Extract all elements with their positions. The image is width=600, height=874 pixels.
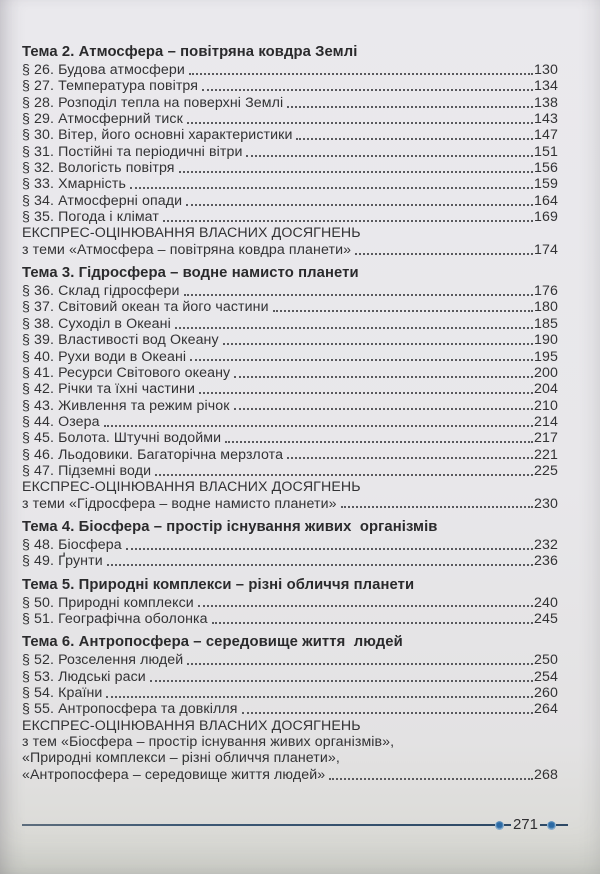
toc-entry-label: § 29. Атмосферний тиск [22, 111, 183, 128]
toc-dot-leader [292, 127, 534, 143]
toc-dot-leader [159, 209, 534, 225]
toc-entry-page: 217 [534, 430, 558, 447]
toc-entry-page: 236 [534, 553, 558, 570]
toc-dot-leader [198, 78, 534, 94]
toc-entry-label: § 45. Болота. Штучні водойми [22, 430, 222, 447]
page-footer [22, 816, 568, 834]
toc-dot-leader [151, 463, 534, 479]
toc-dot-leader [269, 299, 534, 315]
toc-dot-leader [219, 332, 534, 348]
toc-dot-leader [221, 430, 534, 446]
toc-entry [22, 193, 558, 209]
toc-entry-label: «Антропосфера – середовище життя людей» [22, 766, 326, 783]
toc-entry-page: 254 [534, 668, 558, 685]
toc-dot-leader [208, 611, 534, 627]
toc-entry [22, 652, 558, 668]
toc-entry [22, 611, 558, 627]
toc-entry-label: § 34. Атмосферні опади [22, 192, 183, 209]
toc-entry-page: 174 [534, 241, 558, 258]
toc-entry [22, 111, 558, 127]
toc-section-heading: Тема 3. Гідросфера – водне намисто планети [22, 265, 359, 282]
toc-entry-page: 195 [534, 348, 558, 365]
toc-dot-leader [180, 283, 534, 299]
toc-dot-leader [337, 496, 534, 512]
toc-entry-label: § 40. Рухи води в Океані [22, 348, 187, 365]
toc-dot-leader [183, 111, 534, 127]
toc-entry [22, 553, 558, 569]
toc-dot-leader [126, 176, 534, 192]
toc-dot-leader [103, 553, 534, 569]
toc-entry-label: § 41. Ресурси Світового океану [22, 364, 231, 381]
toc-entry-text-line: «Природні комплекси – різні обличчя планети», [22, 750, 340, 767]
toc-section-heading: Тема 6. Антропосфера – середовище життя людей [22, 634, 403, 651]
toc-entry-label: § 32. Вологість повітря [22, 160, 175, 177]
toc-entry-page: 260 [534, 685, 558, 701]
table-of-contents [22, 44, 558, 783]
toc-entry [22, 381, 558, 397]
toc-entry-label: з теми «Гідросфера – водне намисто планети» [22, 495, 337, 512]
toc-entry-page: 210 [534, 397, 558, 414]
footer-rule-tail [556, 824, 568, 826]
toc-dot-leader [175, 160, 534, 176]
toc-entry-page: 176 [534, 283, 558, 300]
toc-entry-label: з теми «Атмосфера – повітряна ковдра планети» [22, 241, 352, 258]
toc-entry [22, 669, 558, 685]
toc-entry [22, 95, 558, 111]
footer-dash-left [504, 824, 511, 826]
toc-entry [22, 299, 558, 315]
toc-dot-leader [325, 767, 534, 783]
toc-entry [22, 316, 558, 332]
toc-entry-page: 204 [534, 381, 558, 398]
toc-entry-page: 200 [534, 364, 558, 381]
toc-entry-page: 190 [534, 332, 558, 349]
page-number: 271 [512, 815, 538, 833]
toc-entry-label: § 31. Постійні та періодичні вітри [22, 143, 243, 160]
toc-entry-page: 240 [534, 594, 558, 611]
toc-entry-label: § 54. Країни [22, 685, 103, 701]
toc-entry-label: § 27. Температура повітря [22, 78, 199, 95]
toc-entry-page: 130 [534, 62, 558, 78]
toc-entry-page: 134 [534, 78, 558, 95]
toc-dot-leader [195, 381, 534, 397]
toc-entry [22, 496, 558, 512]
toc-entry [22, 595, 558, 611]
toc-dot-leader [185, 62, 534, 78]
toc-entry-page: 156 [534, 160, 558, 177]
toc-entry-page: 264 [534, 701, 558, 718]
toc-entry-label: § 33. Хмарність [22, 176, 126, 193]
toc-entry-page: 164 [534, 192, 558, 209]
toc-entry-page: 185 [534, 315, 558, 332]
toc-entry [22, 242, 558, 258]
toc-entry-label: § 35. Погода і клімат [22, 209, 159, 226]
toc-entry [22, 767, 558, 783]
toc-entry-page: 143 [534, 111, 558, 128]
toc-entry [22, 209, 558, 225]
toc-entry-page: 230 [534, 495, 558, 512]
toc-dot-leader [146, 669, 534, 685]
toc-entry [22, 283, 558, 299]
toc-entry-label: § 39. Властивості вод Океану [22, 332, 219, 349]
toc-entry [22, 685, 558, 701]
toc-entry-label: § 48. Біосфера [22, 536, 122, 553]
toc-entry-label: § 49. Ґрунти [22, 553, 103, 570]
toc-entry-text-line: ЕКСПРЕС-ОЦІНЮВАННЯ ВЛАСНИХ ДОСЯГНЕНЬ [22, 479, 361, 496]
toc-dot-leader [183, 652, 534, 668]
toc-entry-label: § 26. Будова атмосфери [22, 62, 185, 78]
toc-entry-label: § 53. Людські раси [22, 668, 146, 685]
toc-entry [22, 463, 558, 479]
toc-entry-page: 225 [534, 462, 558, 479]
toc-entry-label: § 30. Вітер, його основні характеристики [22, 127, 293, 144]
toc-entry-label: § 38. Суходіл в Океані [22, 315, 171, 332]
toc-entry-page: 180 [534, 299, 558, 316]
toc-entry [22, 430, 558, 446]
toc-dot-leader [194, 595, 534, 611]
toc-dot-leader [351, 242, 534, 258]
toc-dot-leader [186, 349, 534, 365]
toc-entry-label: § 43. Живлення та режим річок [22, 397, 230, 414]
toc-entry-page: 151 [534, 143, 558, 160]
toc-entry-page: 214 [534, 413, 558, 430]
toc-entry-text-line: з тем «Біосфера – простір існування живих організмів», [22, 734, 395, 751]
toc-entry-text-line: ЕКСПРЕС-ОЦІНЮВАННЯ ВЛАСНИХ ДОСЯГНЕНЬ [22, 225, 361, 242]
toc-dot-leader [283, 95, 534, 111]
toc-entry-label: § 46. Льодовики. Багаторічна мерзлота [22, 446, 284, 463]
toc-entry-page: 138 [534, 94, 558, 111]
toc-entry-page: 221 [534, 446, 558, 463]
toc-entry-page: 250 [534, 652, 558, 669]
toc-entry [22, 447, 558, 463]
footer-dot-left-icon [495, 821, 504, 830]
toc-dot-leader [283, 447, 534, 463]
toc-entry-label: § 36. Склад гідросфери [22, 283, 180, 300]
toc-entry [22, 332, 558, 348]
toc-entry-label: § 47. Підземні води [22, 462, 152, 479]
toc-dot-leader [100, 414, 534, 430]
toc-dot-leader [242, 144, 534, 160]
toc-entry [22, 127, 558, 143]
toc-entry [22, 398, 558, 414]
footer-dot-right-icon [547, 821, 556, 830]
toc-entry [22, 537, 558, 553]
toc-entry-page: 159 [534, 176, 558, 193]
toc-entry-label: § 50. Природні комплекси [22, 594, 194, 611]
toc-entry-page: 232 [534, 536, 558, 553]
toc-section-heading: Тема 4. Біосфера – простір існування живих організмів [22, 518, 438, 535]
toc-entry-page: 169 [534, 209, 558, 226]
footer-rule [22, 824, 495, 826]
toc-entry-page: 268 [534, 766, 558, 783]
toc-entry [22, 414, 558, 430]
toc-entry [22, 160, 558, 176]
toc-entry [22, 144, 558, 160]
toc-entry [22, 365, 558, 381]
toc-entry-label: § 51. Географічна оболонка [22, 610, 208, 627]
toc-entry-label: § 42. Річки та їхні частини [22, 381, 195, 398]
toc-dot-leader [230, 365, 534, 381]
footer-dash-right [540, 824, 547, 826]
toc-entry-label: § 44. Озера [22, 413, 100, 430]
toc-dot-leader [182, 193, 534, 209]
toc-dot-leader [230, 398, 534, 414]
toc-entry-label: § 28. Розподіл тепла на поверхні Землі [22, 94, 284, 111]
toc-entry-text-line: ЕКСПРЕС-ОЦІНЮВАННЯ ВЛАСНИХ ДОСЯГНЕНЬ [22, 717, 361, 734]
toc-section-heading: Тема 5. Природні комплекси – різні обличчя планети [22, 576, 415, 593]
toc-entry-page: 245 [534, 610, 558, 627]
toc-entry-label: § 52. Розселення людей [22, 652, 184, 669]
toc-dot-leader [122, 537, 534, 553]
toc-entry [22, 78, 558, 94]
toc-entry-page: 147 [534, 127, 558, 144]
toc-section-heading: Тема 2. Атмосфера – повітряна ковдра Землі [22, 44, 358, 60]
toc-entry [22, 176, 558, 192]
toc-dot-leader [102, 685, 534, 701]
toc-entry-label: § 55. Антропосфера та довкілля [22, 701, 238, 718]
toc-dot-leader [238, 701, 535, 717]
toc-entry-label: § 37. Світовий океан та його частини [22, 299, 269, 316]
toc-entry [22, 701, 558, 717]
toc-entry [22, 349, 558, 365]
toc-entry [22, 62, 558, 78]
toc-dot-leader [171, 316, 534, 332]
